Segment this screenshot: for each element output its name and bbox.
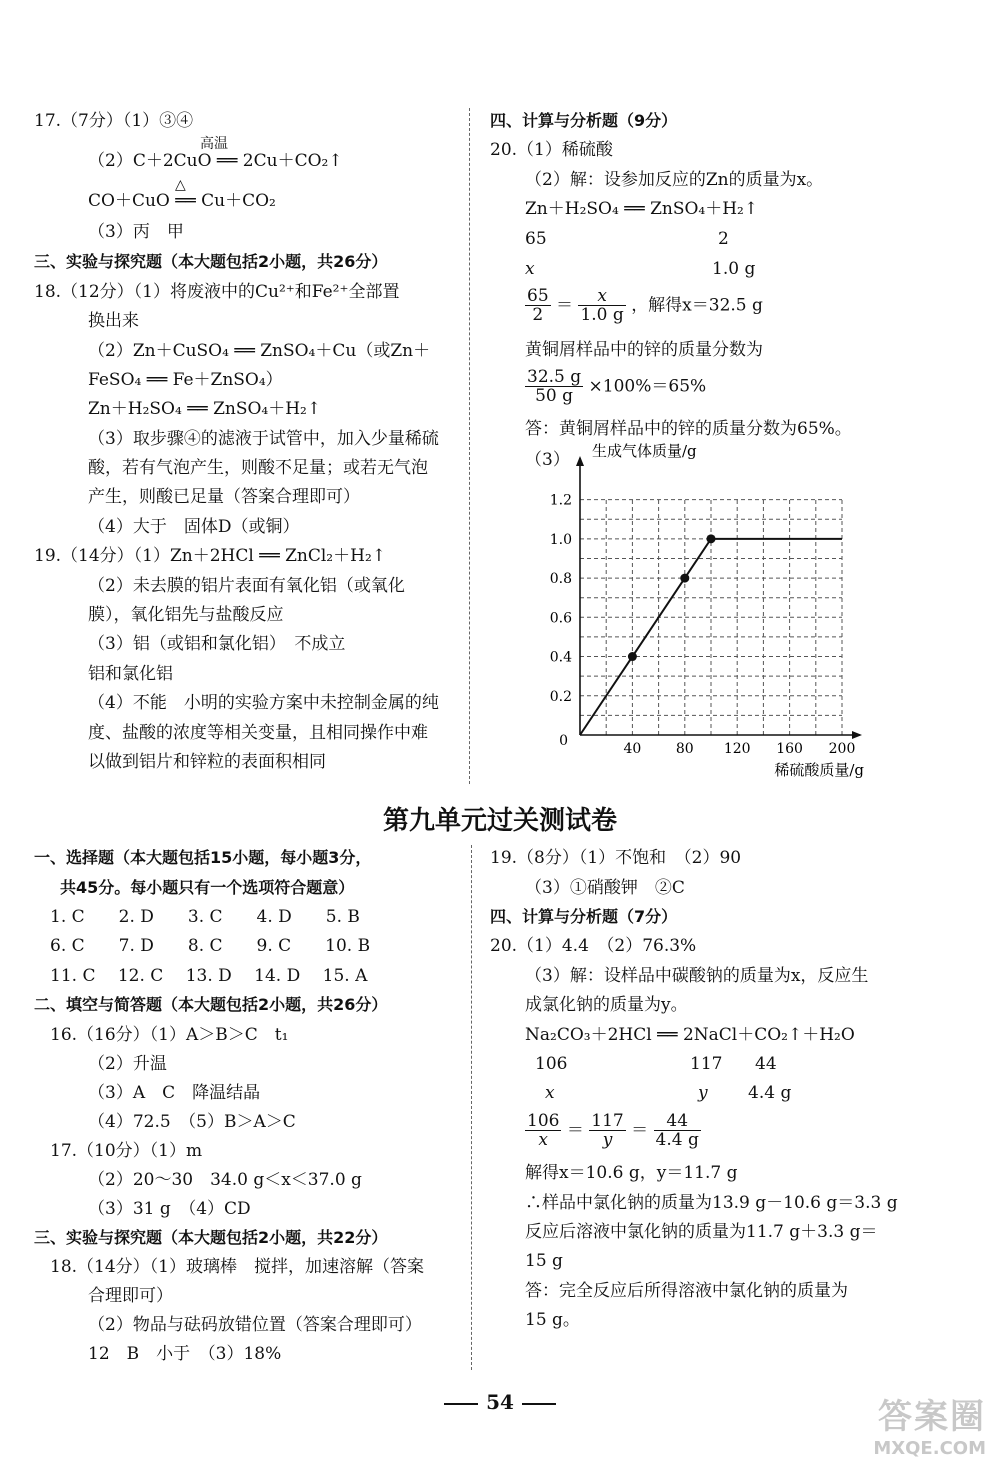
section-heading-4: 四、计算与分析题（7分） (490, 907, 678, 926)
q20-part3: （3） (525, 450, 570, 470)
condition-high-temp: 高温 (200, 136, 228, 152)
origin-label: 0 (559, 733, 568, 749)
q20-percent: $\frac{32.5 g}{50 g}$ ×100%＝65% (527, 367, 707, 406)
q20-ratio: 117 (690, 1054, 723, 1074)
q20-ratio: 4.4 g (748, 1083, 792, 1103)
section-heading-1: 一、选择题（本大题包括15小题，每小题3分， (34, 848, 372, 867)
q19-line: 度、盐酸的浓度等相关变量，且相同操作中难 (88, 723, 428, 743)
q20-ratio: 44 (755, 1054, 777, 1074)
q18-line: 合理即可） (88, 1286, 173, 1306)
q20-line: 反应后溶液中氯化钠的质量为11.7 g＋3.3 g＝ (525, 1222, 878, 1242)
q17-part3: （3）丙 甲 (88, 222, 184, 242)
section-heading-3: 三、实验与探究题（本大题包括2小题，共26分） (34, 252, 388, 271)
q20-answer: 答：完全反应后所得溶液中氯化钠的质量为 (525, 1281, 848, 1301)
y-axis-arrow (576, 456, 584, 466)
q16-line: （3）A C 降温结晶 (88, 1083, 261, 1103)
q19-line: （3）铝（或铝和氯化铝） 不成立 (88, 634, 346, 654)
section-title: 第九单元过关测试卷 (382, 806, 617, 836)
q18-line: （3）取步骤④的滤液于试管中，加入少量稀硫 (88, 429, 439, 449)
q20-ratio: y (698, 1083, 708, 1103)
column-divider (471, 845, 472, 1370)
q18-line: 产生，则酸已足量（答案合理即可） (88, 487, 360, 507)
y-tick-label: 1.2 (549, 492, 572, 509)
q20-line: 20.（1）4.4 （2）76.3% (490, 936, 697, 956)
x-tick-label: 160 (776, 741, 803, 757)
q18-line: （2）Zn＋CuSO₄ ══ ZnSO₄＋Cu（或Zn＋ (88, 341, 431, 361)
q20-line: 成氯化钠的质量为y。 (525, 995, 688, 1015)
q16-line: （2）升温 (88, 1054, 167, 1074)
q20-line: 解得x＝10.6 g，y＝11.7 g (525, 1163, 738, 1183)
q17-line: 17.（7分）（1）③④ (34, 111, 194, 131)
q18-line: 换出来 (88, 311, 139, 331)
q17-line: （2）20～30 34.0 g＜x＜37.0 g (88, 1170, 362, 1190)
q18-line: 酸，若有气泡产生，则酸不足量；或若无气泡 (88, 458, 428, 478)
q20-line: 20.（1）稀硫酸 (490, 140, 613, 160)
data-point (680, 574, 689, 583)
q19-line: 铝和氯化铝 (88, 664, 173, 684)
q20-line: 黄铜屑样品中的锌的质量分数为 (525, 340, 763, 360)
mc-answers-row: 1. C 2. D 3. C 4. D 5. B (50, 907, 360, 927)
q20-equation: Na₂CO₃＋2HCl ══ 2NaCl＋CO₂↑＋H₂O (525, 1025, 855, 1045)
q20-proportion: $\frac{106}{x}$ ＝ $\frac{117}{y}$ ＝ $\frac{44}{4.4 g}$ (527, 1111, 699, 1150)
q20-line: （3）解：设样品中碳酸钠的质量为x，反应生 (525, 966, 869, 986)
x-axis-title: 稀硫酸质量/g (774, 761, 864, 779)
fraction: $\frac{44}{4.4 g}$ (655, 1111, 699, 1150)
q20-ratio: 2 (718, 229, 729, 249)
q20-ratio: x (545, 1083, 555, 1103)
q19-line: （4）不能 小明的实验方案中未控制金属的纯 (88, 693, 439, 713)
q16-line: 16.（16分）（1）A＞B＞C t₁ (50, 1025, 289, 1045)
q18-line: （4）大于 固体D（或铜） (88, 517, 300, 537)
fraction: $\frac{106}{x}$ (527, 1111, 560, 1150)
q18-line: 18.（12分）（1）将废液中的Cu²⁺和Fe²⁺全部置 (34, 282, 400, 302)
q19-line: （3）①硝酸钾 ②C (525, 878, 685, 898)
section-heading-2: 二、填空与简答题（本大题包括2小题，共26分） (34, 995, 388, 1014)
fraction: $\frac{117}{y}$ (591, 1111, 624, 1150)
x-tick-label: 200 (828, 741, 856, 757)
column-divider (469, 108, 470, 784)
q18-line: 18.（14分）（1）玻璃棒 搅拌，加速溶解（答案 (50, 1257, 424, 1277)
data-point (707, 534, 716, 543)
y-axis-title: 生成气体质量/g (592, 442, 697, 460)
q20-ratio: 65 (525, 229, 547, 249)
q19-line: 膜），氧化铝先与盐酸反应 (88, 605, 284, 625)
x-axis-arrow (852, 731, 862, 739)
y-tick-label: 0.4 (549, 649, 572, 666)
fraction: $\frac{32.5 g}{50 g}$ (527, 367, 582, 406)
gas-mass-chart (540, 440, 870, 780)
q17-eq2: CO＋CuO ══ Cu＋CO₂ (88, 191, 276, 211)
y-tick-label: 0.2 (549, 688, 572, 705)
x-tick-label: 40 (623, 741, 642, 757)
q20-line: ∴样品中氯化钠的质量为13.9 g－10.6 g＝3.3 g (525, 1193, 898, 1213)
fraction: $\frac{65}{2}$ (527, 286, 549, 325)
data-point (628, 652, 637, 661)
mc-answers-row: 6. C 7. D 8. C 9. C 10. B (50, 936, 371, 956)
q18-line: FeSO₄ ══ Fe＋ZnSO₄） (88, 370, 283, 390)
q20-ratio: x (525, 259, 535, 279)
q17-line: 17.（10分）（1）m (50, 1141, 203, 1161)
q20-answer: 15 g。 (525, 1310, 580, 1330)
q19-line: 以做到铝片和锌粒的表面积相同 (88, 752, 326, 772)
fraction: $\frac{x}{1.0 g}$ (580, 286, 624, 325)
q20-ratio: 106 (535, 1054, 568, 1074)
q19-line: （2）未去膜的铝片表面有氧化铝（或氧化 (88, 576, 405, 596)
q20-line: 15 g (525, 1251, 563, 1271)
q18-line: 12 B 小于 （3）18% (88, 1344, 282, 1364)
q20-line: （2）解：设参加反应的Zn的质量为x。 (525, 170, 824, 190)
page-number: 54 (0, 1390, 1000, 1414)
x-tick-label: 80 (675, 741, 694, 757)
q20-proportion: $\frac{65}{2}$ ＝ $\frac{x}{1.0 g}$ ，解得x＝32.5 g (527, 286, 763, 325)
y-tick-label: 0.6 (549, 610, 572, 627)
q17-line: （3）31 g （4）CD (88, 1199, 251, 1219)
q18-line: （2）物品与砝码放错位置（答案合理即可） (88, 1315, 422, 1335)
mc-answers-row: 11. C 12. C 13. D 14. D 15. A (50, 966, 368, 986)
watermark-logo: 答案圈 MXQE.COM (873, 1397, 986, 1459)
y-tick-label: 1.0 (549, 531, 572, 548)
section-heading-4: 四、计算与分析题（9分） (490, 111, 678, 130)
q19-line: 19.（14分）（1）Zn＋2HCl ══ ZnCl₂＋H₂↑ (34, 546, 387, 566)
q19-line: 19.（8分）（1）不饱和 （2）90 (490, 848, 742, 868)
y-tick-label: 0.8 (549, 571, 572, 588)
q20-answer: 答：黄铜屑样品中的锌的质量分数为65%。 (525, 419, 852, 439)
q18-line: Zn＋H₂SO₄ ══ ZnSO₄＋H₂↑ (88, 399, 322, 419)
section-heading-1: 共45分。每小题只有一个选项符合题意） (60, 878, 355, 897)
section-heading-3: 三、实验与探究题（本大题包括2小题，共22分） (34, 1228, 388, 1247)
x-tick-label: 120 (723, 741, 751, 757)
q16-line: （4）72.5 （5）B＞A＞C (88, 1112, 296, 1132)
q20-equation: Zn＋H₂SO₄ ══ ZnSO₄＋H₂↑ (525, 199, 759, 219)
q20-ratio: 1.0 g (712, 259, 756, 279)
q17-eq1: （2）C＋2CuO ══ 2Cu＋CO₂↑ (88, 151, 343, 171)
condition-heat: △ (175, 177, 186, 193)
